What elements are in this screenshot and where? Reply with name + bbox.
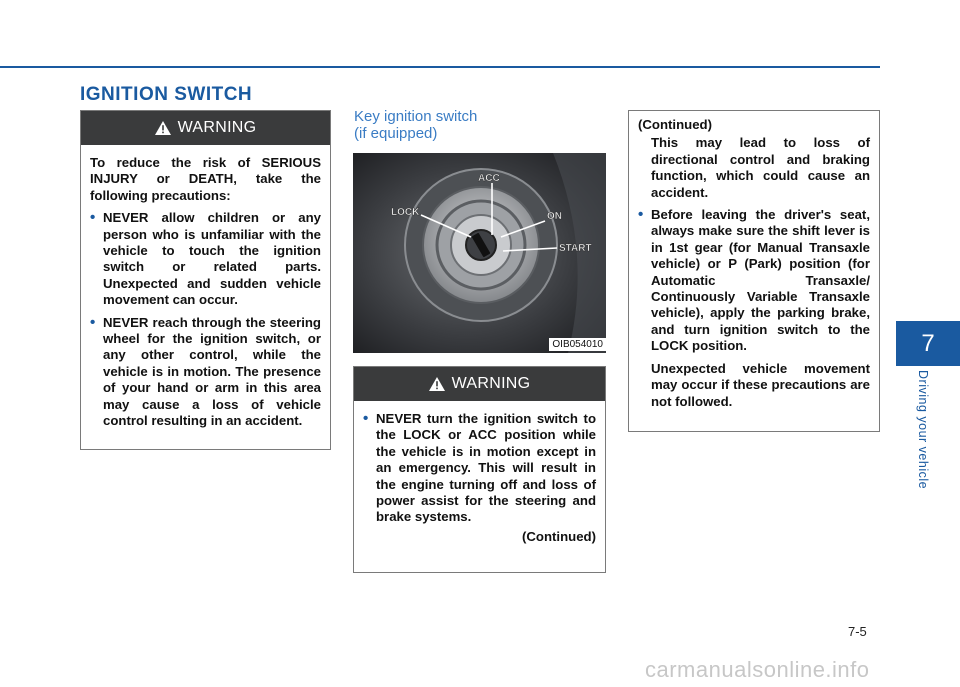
chapter-number: 7 [921, 329, 935, 357]
warning-header-label: WARNING [451, 375, 531, 392]
label-acc: ACC [478, 173, 500, 184]
warning-triangle-icon [429, 377, 445, 391]
ignition-switch-figure [353, 153, 606, 353]
chapter-tab [896, 321, 960, 366]
warning-bullet: • NEVER reach through the steering wheel for the ignition switch, or any other control, while the vehicle is in motion. The presence of your hand or arm in this area may cause a loss of vehicle control resulting in an accident. [90, 315, 321, 430]
warning-paragraph: Unexpected vehicle movement may occur if these precautions are not followed. [651, 360, 870, 409]
page-number: 7-5 [848, 624, 867, 639]
warning-triangle-icon [155, 121, 171, 135]
warning-bullet: • NEVER turn the ignition switch to the LOCK or ACC position while the vehicle is in motion except in an emergency. This will result in the engine turning off and loss of power assist for the steering and brake systems. [363, 411, 596, 526]
ignition-switch-illustration [353, 153, 606, 353]
watermark: carmanualsonline.info [645, 657, 870, 682]
warning-paragraph: This may lead to loss of directional control and braking function, which could cause an accident. [651, 135, 870, 200]
key-ignition-heading-line1: Key ignition switch [354, 108, 478, 125]
warning-box-right [628, 110, 880, 432]
figure-code: OIB054010 [549, 338, 606, 351]
warning-box-middle [353, 366, 606, 573]
warning-header [81, 111, 330, 145]
key-ignition-heading-line2: (if equipped) [354, 125, 438, 142]
warning-bullet: • Before leaving the driver's seat, always make sure the shift lever is in 1st gear (for Manual Transaxle vehicle) or P (Park) position (for Automatic Transaxle/ Continuously Variable Transaxle vehicle), apply the parking brake, and turn ignition switch to the LOCK position. [638, 207, 870, 355]
label-lock: LOCK [391, 207, 420, 218]
label-start: START [559, 243, 592, 254]
chapter-label: Driving your vehicle [916, 370, 930, 490]
continued-label: (Continued) [522, 528, 596, 544]
warning-header [354, 367, 605, 401]
warning-box-left [80, 110, 331, 450]
warning-header-label: WARNING [177, 119, 257, 136]
key-ignition-heading [354, 108, 477, 142]
warning-intro: To reduce the risk of SERIOUS INJURY or DEATH, take the following precautions: [90, 155, 321, 203]
label-on: ON [547, 211, 562, 222]
top-rule [0, 66, 880, 68]
continued-label: (Continued) [638, 117, 712, 132]
warning-bullet: • NEVER allow children or any person who is unfamiliar with the vehicle to touch the ignition switch or related parts. Unexpected and sudden vehicle movement can occur. [90, 210, 321, 308]
section-title: IGNITION SWITCH [80, 84, 253, 105]
